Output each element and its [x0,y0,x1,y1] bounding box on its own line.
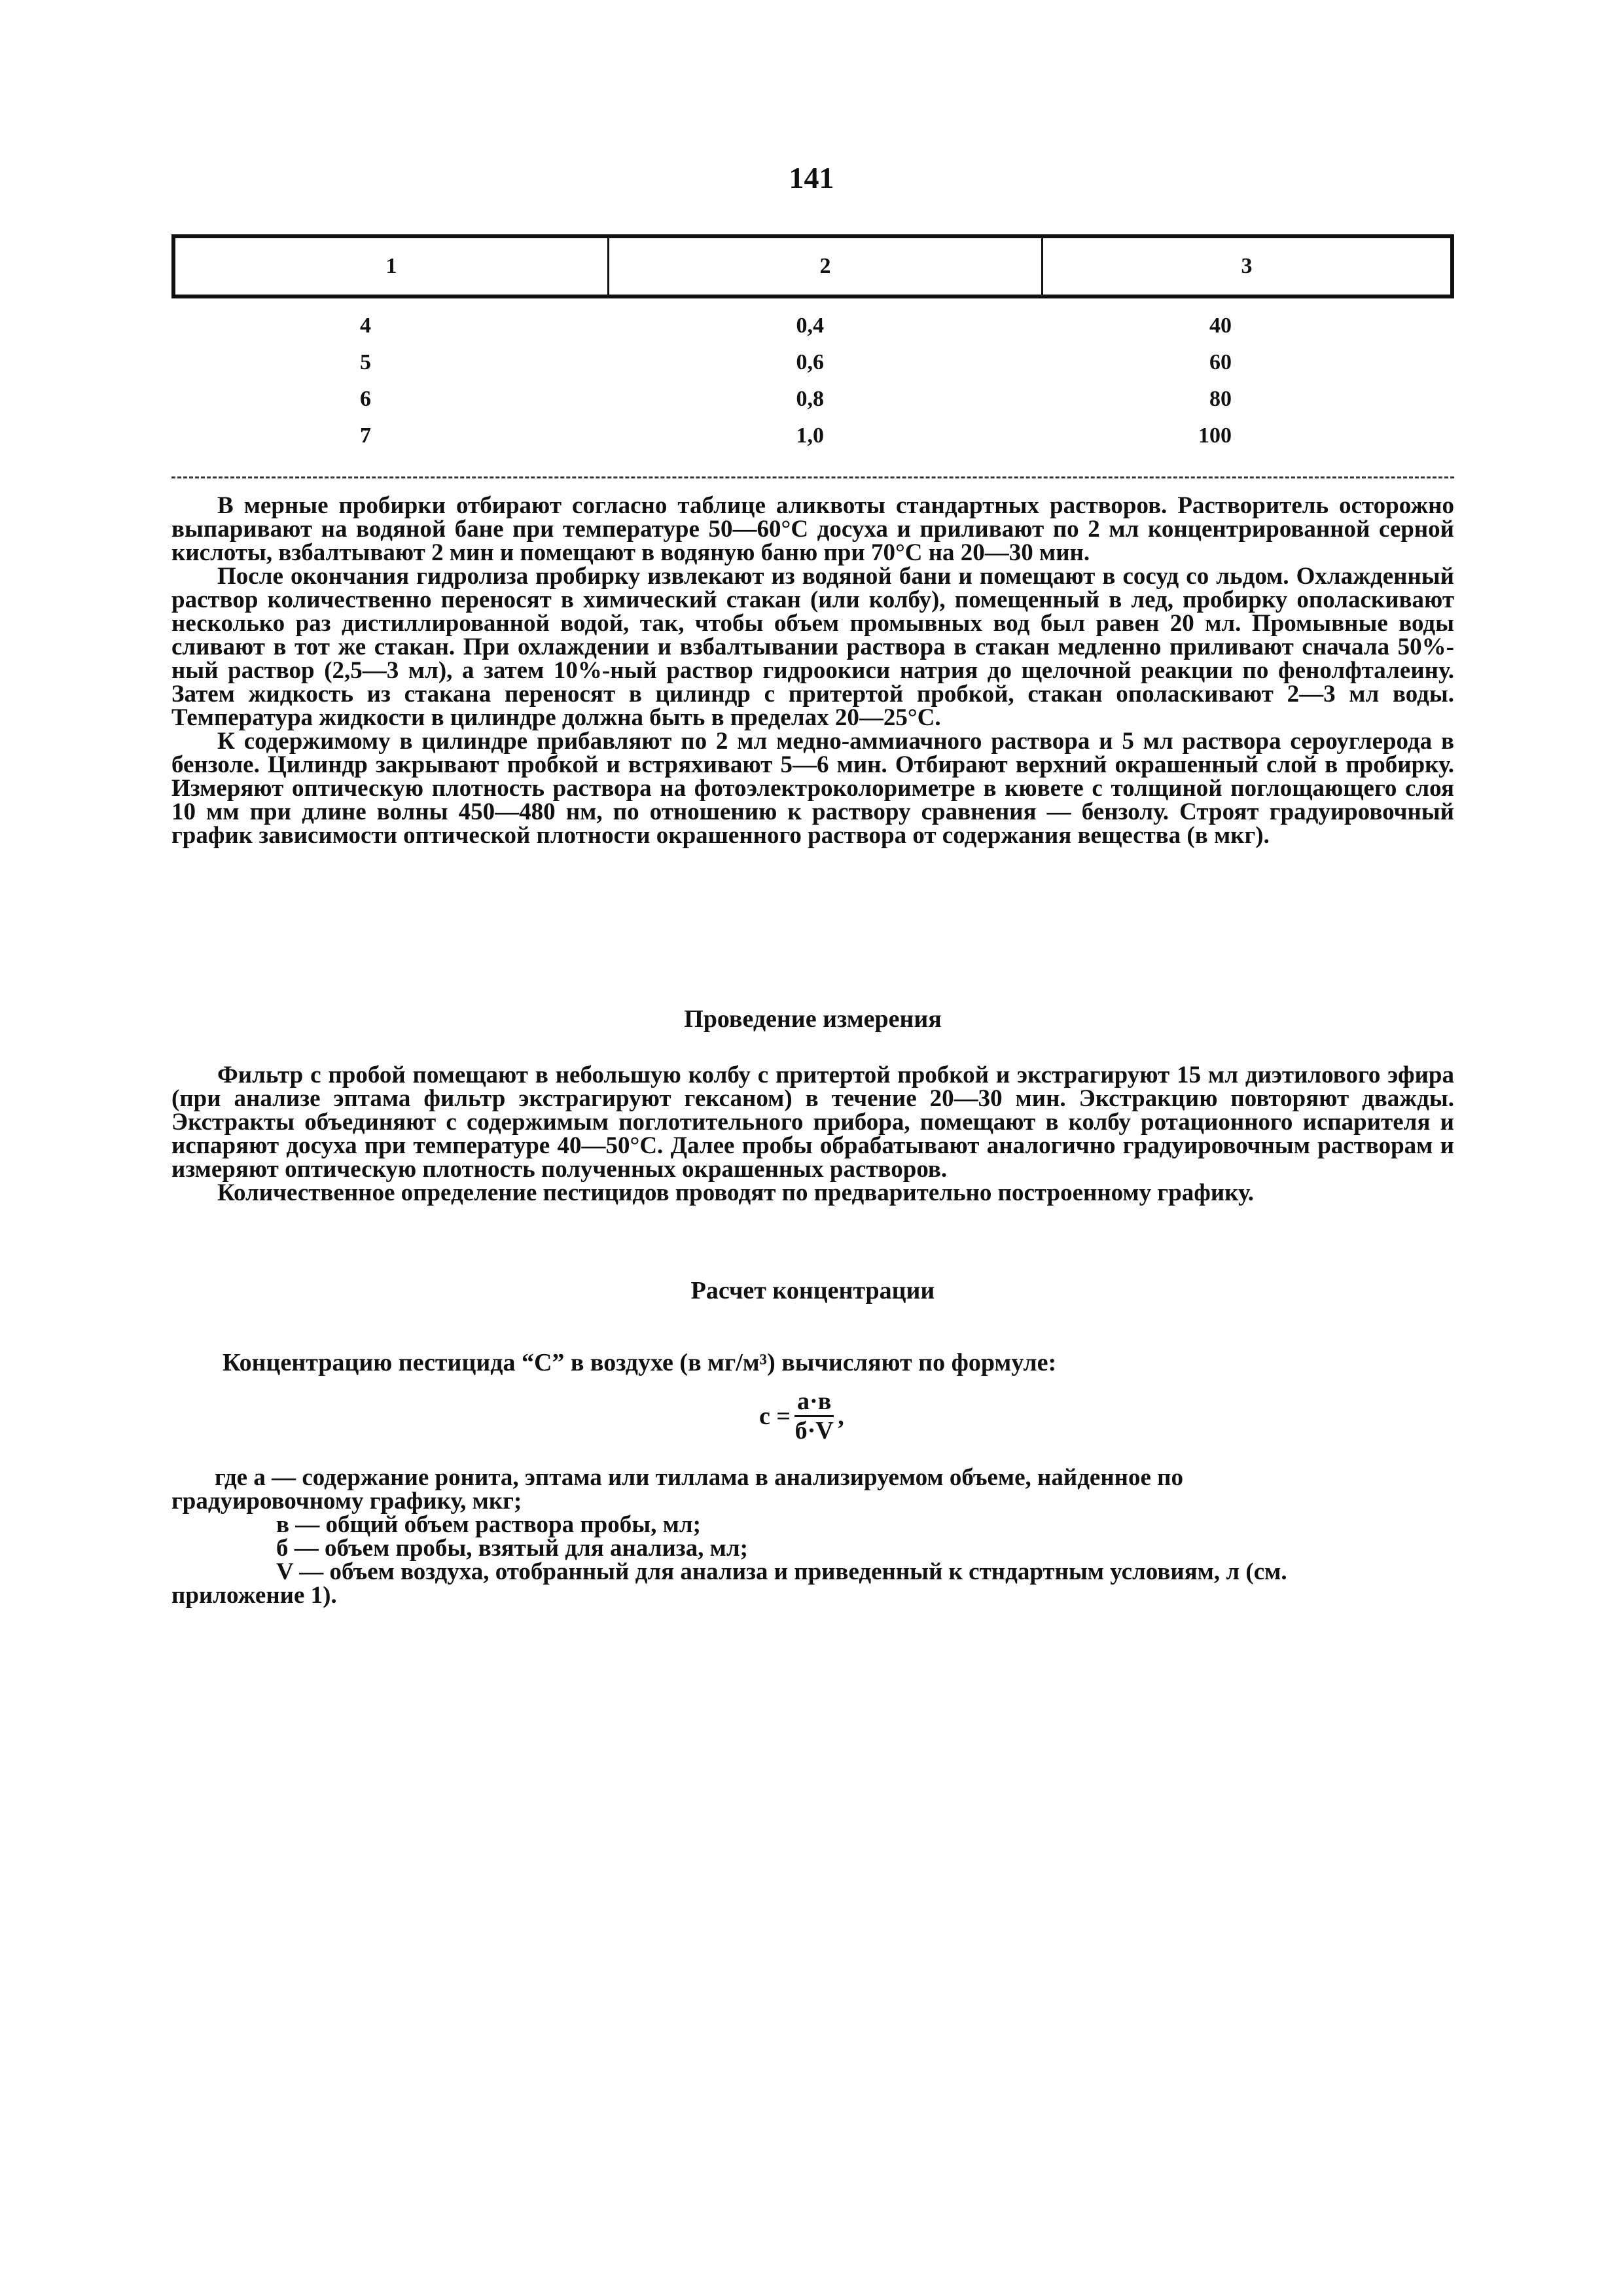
table-cell: 7 [360,423,371,448]
table-cell: 60 [1209,350,1232,374]
heading-calculation: Расчет концентрации [690,1277,935,1304]
legend-line: приложение 1). [171,1582,337,1609]
paragraph: Количественное определение пестицидов проводят по предварительно построенному графику. [217,1179,1255,1206]
table-cell: 4 [360,314,371,338]
table-cell: 6 [360,387,371,411]
table-row [171,308,1454,344]
heading-measurement: Проведение измерения [684,1005,942,1033]
measurement-text [171,1064,1454,1205]
table-row [171,381,1454,418]
table-cell: 100 [1198,423,1232,448]
legend-line: где а — содержание ронита, эптама или тиллама в анализируемом объеме, найденное по [215,1464,1183,1491]
formula-legend [171,1466,1454,1607]
paragraph: К содержимому в цилиндре прибавляют по 2 мл медно-аммиачного раствора и 5 мл раствора сероуглерода в бензоле. Цилиндр закрывают пробкой и встряхивают 5—6 мин. Отбирают верхний окрашенный слой в пробирку. Измеряют оптическую плотность раствора на фотоэлектроколориметре в кювете с толщиной поглощающего слоя 10 мм при длине волны 450—480 нм, по отношению к раствору сравнения — бензолу. Строят градуировочный график зависимости оптической плотности окрашенного раствора от содержания вещества (в мкг). [171,728,1454,849]
legend-line: V — объем воздуха, отобранный для анализа и приведенный к стндартным условиям, л (см. [276,1558,1287,1585]
formula-lhs: с = [759,1402,791,1430]
table-header-cell: 2 [609,238,1043,295]
formula-denominator: б·V [794,1417,834,1444]
table-cell: 5 [360,350,371,374]
formula-numerator: а·в [794,1388,834,1417]
concentration-formula [759,1388,844,1444]
table-row [171,418,1454,454]
aliquot-table [171,234,1454,478]
table-cell: 0,8 [796,387,824,411]
table-cell: 80 [1209,387,1232,411]
table-header-cell: 1 [175,238,609,295]
formula-intro: Концентрацию пестицида “С” в воздухе (в мг/м³) вычисляют по формуле: [223,1349,1057,1376]
table-bottom-rule [171,476,1454,478]
table-header-cell: 3 [1241,254,1253,278]
table-header [171,234,1454,298]
table-cell: 40 [1209,314,1232,338]
formula-suffix: , [838,1402,844,1430]
paragraph: Фильтр с пробой помещают в небольшую колбу с притертой пробкой и экстрагируют 15 мл диэтилового эфира (при анализе эптама фильтр экстрагируют гексаном) в течение 20—30 мин. Экстракцию повторяют дважды. Экстракты объединяют с содержимым поглотительного прибора, помещают в колбу ротационного испарителя и испаряют досуха при температуре 40—50°С. Далее пробы обрабатывают аналогично градуировочным растворам и измеряют оптическую плотность полученных окрашенных растворов. [171,1062,1454,1183]
table-cell: 1,0 [796,423,824,448]
legend-line: б — объем пробы, взятый для анализа, мл; [276,1535,748,1562]
formula-fraction [794,1388,834,1444]
legend-line: в — общий объем раствора пробы, мл; [276,1511,701,1538]
paragraph: После окончания гидролиза пробирку извлекают из водяной бани и помещают в сосуд со льдом. Охлажденный раствор количественно переносят в химический стакан (или колбу), помещенный в лед, пробирку ополаскивают несколько раз дистиллированной водой, так, чтобы объем промывных вод был равен 20 мл. Промывные воды сливают в тот же стакан. При охлаждении и взбалтывании раствора в стакан медленно приливают сначала 50%-ный раствор (2,5—3 мл), а затем 10%-ный раствор гидроокиси натрия до щелочной реакции по фенолфталеину. Затем жидкость из стакана переносят в цилиндр с притертой пробкой, стакан ополаскивают 2—3 мл воды. Температура жидкости в цилиндре должна быть в пределах 20—25°С. [171,563,1454,731]
table-cell: 0,6 [796,350,824,374]
preparation-text [171,494,1454,848]
page-number: 141 [789,161,834,194]
legend-line: градуировочному графику, мкг; [171,1488,522,1515]
table-row [171,344,1454,381]
paragraph: В мерные пробирки отбирают согласно таблице аликвоты стандартных растворов. Растворитель осторожно выпаривают на водяной бане при температуре 50—60°С досуха и приливают по 2 мл концентрированной серной кислоты, взбалтывают 2 мин и помещают в водяную баню при 70°С на 20—30 мин. [171,492,1454,566]
table-cell: 0,4 [796,314,824,338]
